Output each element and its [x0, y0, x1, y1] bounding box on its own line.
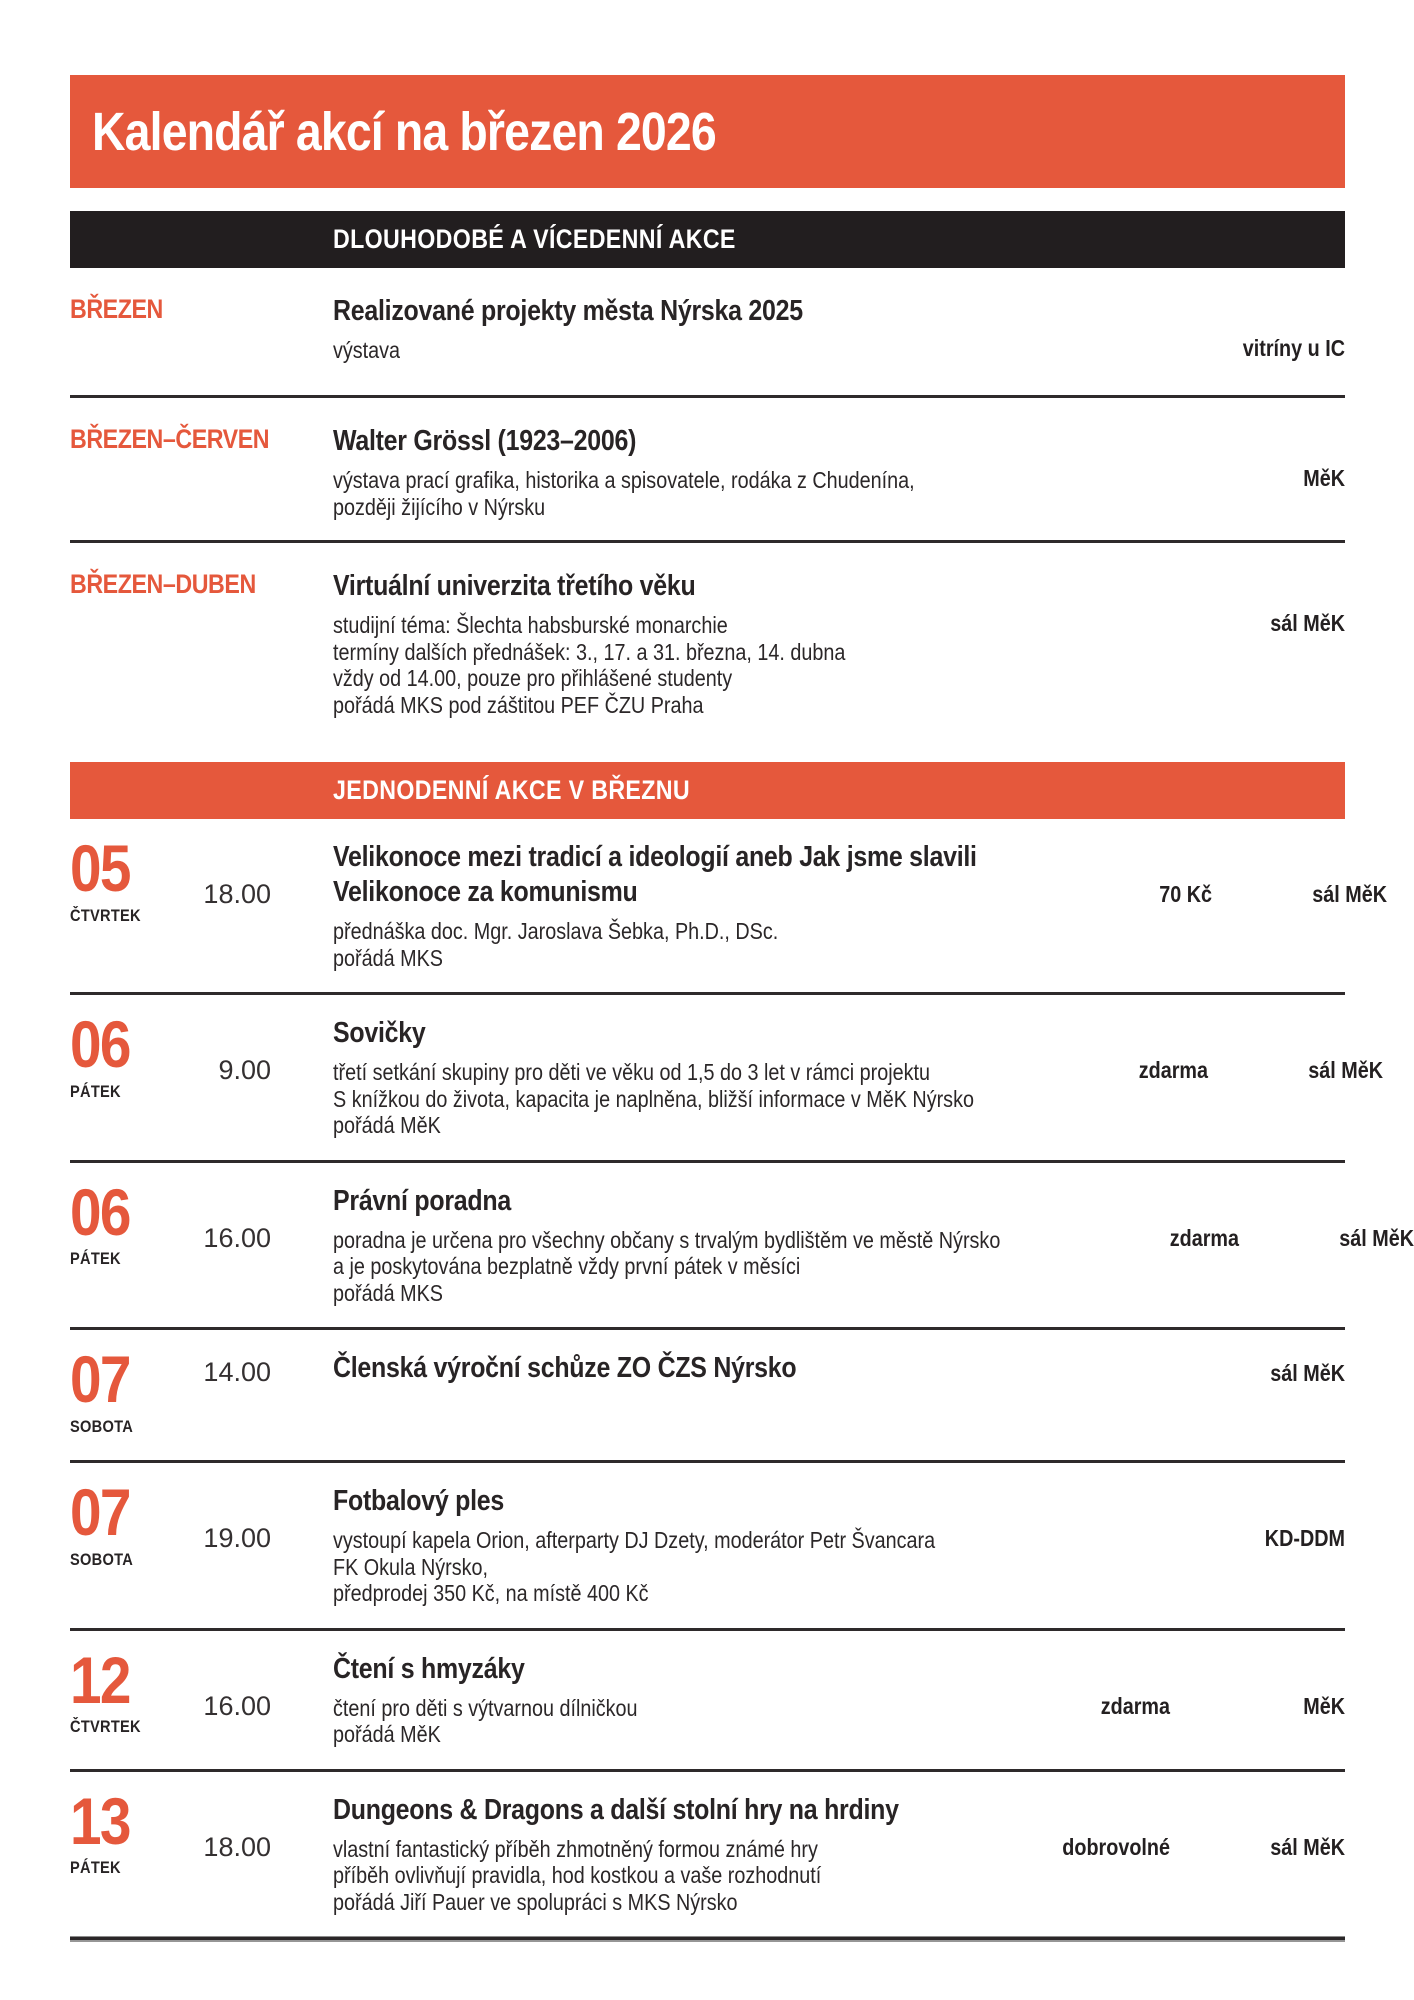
event-description: poradna je určena pro všechny občany s trvalým bydlištěm ve městě Nýrsko a je poskytována bezplatně vždy první pátek v měsíci pořádá MKS	[333, 1226, 1001, 1306]
event-weekday: ČTVRTEK	[70, 1717, 141, 1737]
event-day	[70, 1475, 160, 1607]
event-time: 16.00	[203, 1222, 271, 1253]
event-description: čtení pro děti s výtvarnou dílničkou pořádá MěK	[333, 1694, 638, 1747]
event-content	[333, 424, 1040, 520]
event-row	[70, 995, 1384, 1163]
event-time: 19.00	[203, 1523, 271, 1553]
event-title: Velikonoce mezi tradicí a ideologií aneb Jak jsme slavili Velikonoce za komunismu	[333, 841, 977, 908]
event-content	[333, 1484, 1040, 1607]
event-description: studijní téma: Šlechta habsburské monarchie termíny dalších přednášek: 3., 17. a 31. března, 14. dubna vždy od 14.00, pouze pro přihlášené studenty pořádá MKS pod záštitou PEF ČZU Praha	[333, 612, 846, 718]
event-description: přednáška doc. Mgr. Jaroslava Šebka, Ph.D., DSc. pořádá MKS	[333, 918, 779, 971]
event-content	[333, 840, 1082, 971]
event-description: vystoupí kapela Orion, afterparty DJ Dzety, moderátor Petr Švancara FK Okula Nýrsko, předprodej 350 Kč, na místě 400 Kč	[333, 1527, 936, 1606]
event-time: 16.00	[203, 1690, 271, 1721]
event-weekday: PÁTEK	[70, 1081, 121, 1101]
page-title: Kalendář akcí na březen 2026	[92, 101, 716, 162]
event-title: Sovičky	[333, 1017, 426, 1049]
event-price	[1058, 294, 1170, 375]
event-row	[70, 1463, 1345, 1631]
event-price	[1058, 569, 1170, 718]
event-content	[333, 1184, 1109, 1307]
event-location: vitríny u IC	[1242, 335, 1345, 361]
event-location: MěK	[1303, 1692, 1345, 1719]
event-content	[333, 294, 1040, 375]
section-heading: JEDNODENNÍ AKCE V BŘEZNU	[333, 775, 691, 805]
event-row	[70, 398, 1345, 543]
event-time: 9.00	[218, 1055, 271, 1085]
event-row	[70, 543, 1345, 738]
event-title: Walter Grössl (1923–2006)	[333, 425, 637, 457]
event-price: dobrovolné	[1062, 1833, 1170, 1860]
event-time: 18.00	[203, 879, 271, 909]
event-date-range: BŘEZEN	[70, 294, 163, 324]
event-description: výstava prací grafika, historika a spisovatele, rodáka z Chudenína, později žijícího v Nýrsku	[333, 467, 915, 520]
section-heading: DLOUHODOBÉ A VÍCEDENNÍ AKCE	[333, 224, 736, 254]
event-location: sál MěK	[1308, 1057, 1384, 1083]
event-price: zdarma	[1169, 1224, 1239, 1251]
event-row	[70, 1330, 1345, 1463]
event-location: sál MěK	[1339, 1224, 1414, 1251]
event-day	[70, 1342, 160, 1439]
event-row	[70, 1163, 1414, 1331]
event-content	[333, 569, 1040, 718]
event-weekday: SOBOTA	[70, 1416, 134, 1436]
event-weekday: PÁTEK	[70, 1249, 121, 1269]
event-day	[70, 1642, 160, 1748]
event-price: zdarma	[1139, 1057, 1209, 1083]
event-weekday: SOBOTA	[70, 1549, 134, 1569]
event-title: Čtení s hmyzáky	[333, 1652, 525, 1685]
event-title: Členská výroční schůze ZO ČZS Nýrsko	[333, 1352, 797, 1384]
event-location: sál MěK	[1270, 1833, 1345, 1860]
event-row	[70, 1631, 1345, 1772]
event-day-number: 12	[70, 1642, 130, 1717]
event-title: Virtuální univerzita třetího věku	[333, 570, 696, 602]
event-title: Dungeons & Dragons a další stolní hry na hrdiny	[333, 1793, 899, 1826]
event-weekday: ČTVRTEK	[70, 905, 141, 925]
event-time: 18.00	[203, 1831, 271, 1862]
event-title: Právní poradna	[333, 1184, 511, 1217]
event-price: zdarma	[1100, 1692, 1170, 1719]
event-row	[70, 268, 1345, 398]
event-day	[70, 1783, 160, 1916]
event-price	[1058, 424, 1170, 520]
event-description: vlastní fantastický příběh zhmotněný formou známé hry příběh ovlivňují pravidla, hod kostkou a vaše rozhodnutí pořádá Jiří Pauer ve spolupráci s MKS Nýrsko	[333, 1835, 822, 1915]
event-location: sál MěK	[1270, 610, 1345, 636]
event-day-number: 06	[70, 1174, 130, 1249]
event-location: sál MěK	[1311, 881, 1387, 907]
event-day	[70, 1174, 160, 1307]
event-description: třetí setkání skupiny pro děti ve věku od 1,5 do 3 let v rámci projektu S knížkou do života, kapacita je naplněna, bližší informace v MěK Nýrsko pořádá MěK	[333, 1059, 974, 1138]
event-content	[333, 1793, 1040, 1916]
event-weekday: PÁTEK	[70, 1858, 121, 1878]
event-row	[70, 819, 1387, 995]
event-day-number: 07	[70, 1475, 130, 1549]
event-row	[70, 1772, 1345, 1937]
event-description: výstava	[333, 337, 401, 363]
title-banner	[70, 75, 1345, 188]
event-day-number: 05	[70, 831, 130, 905]
event-price	[1058, 1484, 1170, 1607]
event-location: sál MěK	[1270, 1360, 1345, 1386]
event-content	[333, 1016, 1078, 1139]
event-date-range: BŘEZEN–DUBEN	[70, 569, 256, 599]
event-day	[70, 831, 160, 971]
event-day-number: 07	[70, 1342, 130, 1416]
event-day-number: 13	[70, 1783, 130, 1858]
event-location: MěK	[1303, 465, 1345, 491]
table-end-rule	[70, 1936, 1345, 1942]
event-content	[333, 1351, 1040, 1439]
section-bar-long-term	[70, 211, 1345, 268]
event-content	[333, 1652, 1040, 1748]
event-day-number: 06	[70, 1007, 130, 1081]
section-bar-single-day	[70, 762, 1345, 819]
event-price: 70 Kč	[1158, 881, 1212, 907]
event-title: Realizované projekty města Nýrska 2025	[333, 295, 803, 327]
event-date-range: BŘEZEN–ČERVEN	[70, 424, 270, 454]
event-day	[70, 1007, 160, 1139]
event-location: KD-DDM	[1264, 1525, 1345, 1551]
event-time: 14.00	[203, 1357, 271, 1387]
event-title: Fotbalový ples	[333, 1485, 505, 1517]
event-price	[1058, 1351, 1170, 1439]
